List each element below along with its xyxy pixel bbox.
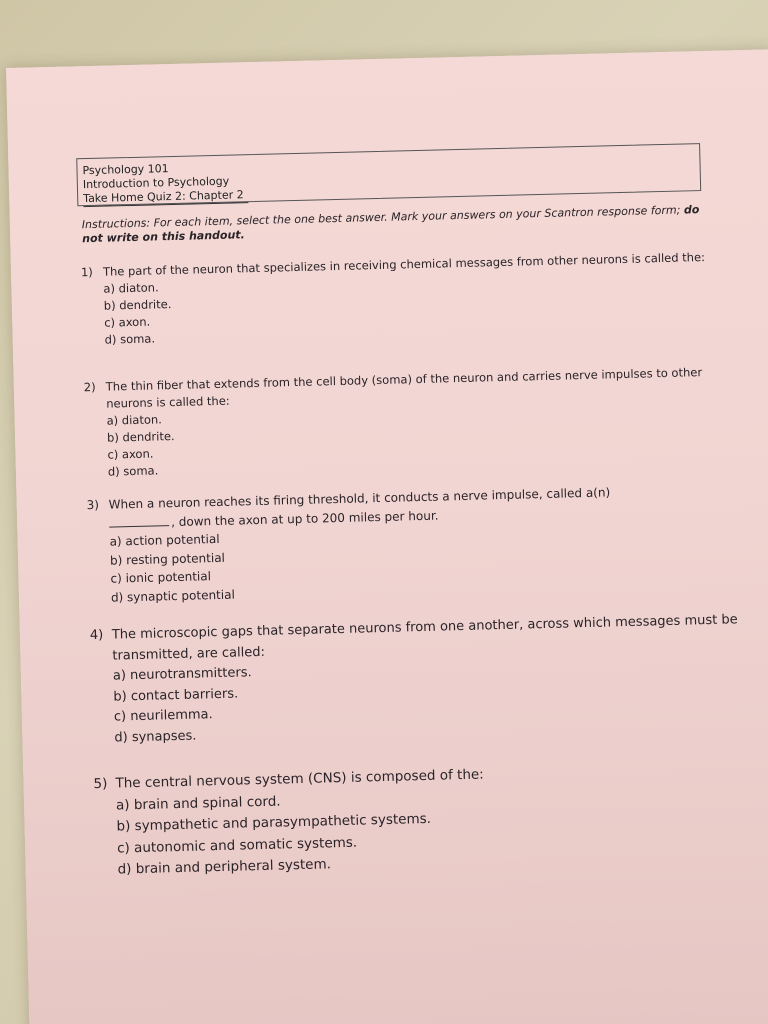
option-c: c) axon. [107,446,154,462]
question-number: 2) [83,379,96,395]
question-text: The thin fiber that extends from the cell body (soma) of the neuron and carries nerve impulses to other neurons is called the: [105,365,703,411]
question-1 [81,248,733,349]
option-list [113,651,743,748]
question-4 [90,610,743,749]
question-5 [93,758,745,881]
question-text-end: , down the axon at up to 200 miles per hour. [170,508,439,529]
question-number: 4) [89,627,104,644]
question-number: 5) [93,775,108,793]
option-b: b) resting potential [109,550,226,568]
question-3 [86,480,739,607]
course-subtitle: Introduction to Psychology [82,174,230,192]
header-block [82,160,248,207]
option-b: b) dendrite. [106,428,175,445]
option-list [109,517,739,606]
option-b: b) dendrite. [103,297,172,313]
option-c: c) neurilemma. [113,707,213,725]
question-2 [84,363,736,481]
option-a: a) diaton. [103,280,159,296]
question-text: The microscopic gaps that separate neurons from one another, across which messages must be transmitted, are called: [111,612,738,664]
option-a: a) diaton. [106,412,163,428]
option-c: c) ionic potential [110,569,212,586]
option-d: d) brain and peripheral system. [117,856,332,878]
question-text-start: When a neuron reaches its firing threshold, it conducts a nerve impulse, called a(n) [108,485,611,512]
option-a: a) brain and spinal cord. [115,793,281,814]
option-c: c) axon. [104,314,151,330]
quiz-title: Take Home Quiz 2: Chapter 2 [83,188,248,207]
option-d: d) soma. [107,463,159,479]
instructions-bold: do not write on this handout. [82,203,700,246]
option-c: c) autonomic and somatic systems. [116,834,358,857]
option-a: a) action potential [109,531,220,549]
option-b: b) contact barriers. [113,686,239,705]
question-text: The central nervous system (CNS) is composed of the: [115,766,484,792]
question-text: The part of the neuron that specializes in receiving chemical messages from other neurons is called the: [102,249,706,279]
option-d: d) soma. [104,331,156,347]
instructions [82,203,702,246]
option-a: a) neurotransmitters. [112,665,252,684]
option-d: d) synaptic potential [110,587,235,605]
option-d: d) synapses. [114,728,197,746]
option-list [116,780,746,881]
instructions-text: Instructions: For each item, select the one best answer. Mark your answers on your Scantron response form; [81,203,681,232]
question-number: 1) [80,264,93,280]
question-number: 3) [86,497,100,513]
option-b: b) sympathetic and parasympathetic systems. [116,810,432,835]
course-title: Psychology 101 [82,162,169,178]
quiz-handout [6,49,768,1024]
answer-blank [109,525,169,527]
